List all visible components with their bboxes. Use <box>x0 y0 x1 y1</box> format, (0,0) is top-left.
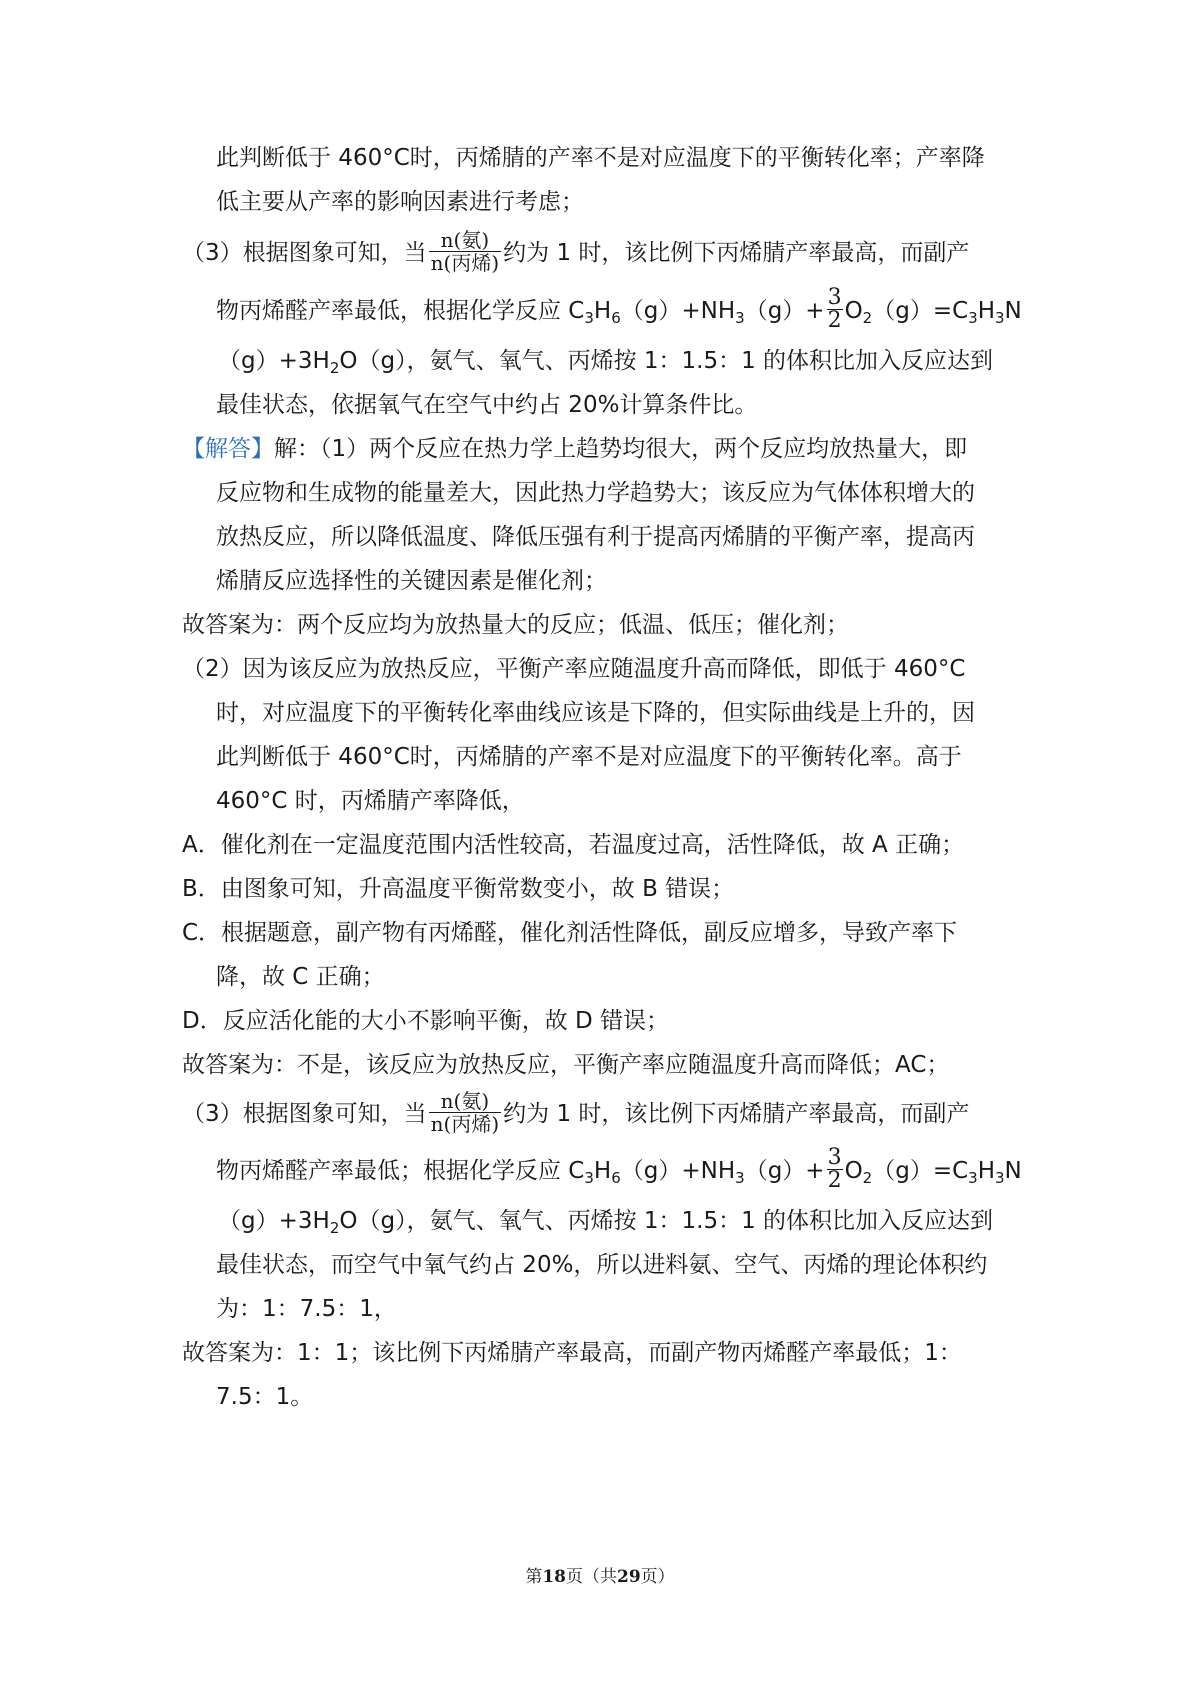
footer-text: 页） <box>640 1567 675 1587</box>
fraction-ammonia-propylene <box>429 229 502 274</box>
page-number: 18 <box>542 1567 566 1587</box>
subscript: 2 <box>329 359 340 377</box>
answer-heading-line <box>182 433 967 465</box>
fraction-numerator: 3 <box>827 285 842 310</box>
text-span: （g）+NH <box>620 1158 736 1184</box>
option-c: C．根据题意，副产物有丙烯醛，催化剂活性降低，副反应增多，导致产率下 <box>182 920 958 946</box>
text-span: （g）=C <box>872 298 969 324</box>
text-span: （g）+3H <box>218 348 330 374</box>
text-span: O <box>844 298 863 324</box>
text-span: （g）+ <box>744 1158 825 1184</box>
text-span: （g）+3H <box>218 1208 330 1234</box>
subscript: 2 <box>862 1169 873 1187</box>
text-span: （g）+ <box>744 298 825 324</box>
fraction-denominator: 2 <box>827 308 842 333</box>
text-line: 最佳状态，依据氧气在空气中约占 20%计算条件比。 <box>216 392 758 418</box>
total-pages: 29 <box>617 1567 641 1587</box>
text-span: H <box>593 298 612 324</box>
text-span: 解：（1）两个反应在热力学上趋势均很大，两个反应均放热量大，即 <box>274 436 968 462</box>
fraction-denominator: n(丙烯) <box>430 1112 500 1136</box>
page-footer <box>0 1562 1200 1587</box>
text-line: 时，对应温度下的平衡转化率曲线应该是下降的，但实际曲线是上升的，因 <box>216 700 975 726</box>
footer-text: 第 <box>525 1567 543 1587</box>
text-span: O（g），氨气、氧气、丙烯按 1：1.5：1 的体积比加入反应达到 <box>339 348 994 374</box>
text-span: （g）=C <box>872 1158 969 1184</box>
text-line: 460°C 时，丙烯腈产率降低， <box>216 788 525 814</box>
text-span: （g）+NH <box>620 298 736 324</box>
footer-text: 页（共 <box>566 1567 617 1587</box>
text-line: 故答案为：1：1；该比例下丙烯腈产率最高，而副产物丙烯醛产率最低；1： <box>182 1340 962 1366</box>
text-span: N <box>1004 1158 1022 1184</box>
text-span: H <box>593 1158 612 1184</box>
subscript: 2 <box>862 309 873 327</box>
text-line: 最佳状态，而空气中氧气约占 20%，所以进料氨、空气、丙烯的理论体积约 <box>216 1252 988 1278</box>
subscript: 3 <box>995 309 1005 327</box>
subscript: 3 <box>968 1169 978 1187</box>
fraction-three-halves <box>827 287 843 332</box>
option-b: B．由图象可知，升高温度平衡常数变小，故 B 错误； <box>182 876 735 902</box>
text-span: 约为 1 时，该比例下丙烯腈产率最高，而副产 <box>503 1101 970 1127</box>
text-line: 故答案为：不是，该反应为放热反应，平衡产率应随温度升高而降低；AC； <box>182 1052 950 1078</box>
fraction-ammonia-propylene <box>429 1090 502 1135</box>
text-span: 物丙烯醛产率最低，根据化学反应 C <box>216 298 585 324</box>
text-line: 放热反应，所以降低温度、降低压强有利于提高丙烯腈的平衡产率，提高丙 <box>216 524 975 550</box>
fraction-numerator: n(氨) <box>440 228 490 252</box>
text-span: N <box>1004 298 1022 324</box>
text-line: 为：1：7.5：1， <box>216 1296 397 1322</box>
fraction-numerator: 3 <box>827 1145 842 1170</box>
fraction-denominator: 2 <box>827 1168 842 1193</box>
text-line: 此判断低于 460°C时，丙烯腈的产率不是对应温度下的平衡转化率。高于 <box>216 744 962 770</box>
option-d: D．反应活化能的大小不影响平衡，故 D 错误； <box>182 1008 670 1034</box>
text-line: 烯腈反应选择性的关键因素是催化剂； <box>216 568 607 594</box>
subscript: 3 <box>735 309 745 327</box>
text-line: 此判断低于 460°C时，丙烯腈的产率不是对应温度下的平衡转化率；产率降 <box>216 145 985 171</box>
text-line: 反应物和生成物的能量差大，因此热力学趋势大；该反应为气体体积增大的 <box>216 480 975 506</box>
text-line <box>218 345 993 377</box>
text-span: （3）根据图象可知，当 <box>182 1101 427 1127</box>
answer-tag: 【解答】 <box>182 436 274 462</box>
subscript: 3 <box>584 309 594 327</box>
subscript: 3 <box>995 1169 1005 1187</box>
subscript: 3 <box>735 1169 745 1187</box>
reaction-equation-line <box>216 1145 1022 1194</box>
text-line: 7.5：1。 <box>216 1384 314 1410</box>
text-span: H <box>977 1158 995 1184</box>
subscript: 6 <box>611 1169 621 1187</box>
subscript: 6 <box>611 309 621 327</box>
text-span: H <box>977 298 995 324</box>
text-span: O <box>844 1158 863 1184</box>
fraction-denominator: n(丙烯) <box>430 251 500 275</box>
text-line: 降，故 C 正确； <box>216 964 385 990</box>
text-span: 物丙烯醛产率最低；根据化学反应 C <box>216 1158 585 1184</box>
text-line <box>218 1205 993 1237</box>
text-span: （3）根据图象可知，当 <box>182 240 427 266</box>
text-span: 约为 1 时，该比例下丙烯腈产率最高，而副产 <box>503 240 970 266</box>
text-line: 低主要从产率的影响因素进行考虑； <box>216 189 584 215</box>
subscript: 2 <box>329 1219 340 1237</box>
text-line <box>182 228 970 276</box>
subscript: 3 <box>968 309 978 327</box>
subscript: 3 <box>584 1169 594 1187</box>
fraction-numerator: n(氨) <box>440 1089 490 1113</box>
option-a: A．催化剂在一定温度范围内活性较高，若温度过高，活性降低，故 A 正确； <box>182 832 965 858</box>
fraction-three-halves <box>827 1147 843 1192</box>
reaction-equation-line <box>216 285 1022 334</box>
text-span: O（g），氨气、氧气、丙烯按 1：1.5：1 的体积比加入反应达到 <box>339 1208 994 1234</box>
text-line: （2）因为该反应为放热反应，平衡产率应随温度升高而降低，即低于 460°C <box>182 656 966 682</box>
text-line <box>182 1089 970 1137</box>
text-line: 故答案为：两个反应均为放热量大的反应；低温、低压；催化剂； <box>182 612 849 638</box>
